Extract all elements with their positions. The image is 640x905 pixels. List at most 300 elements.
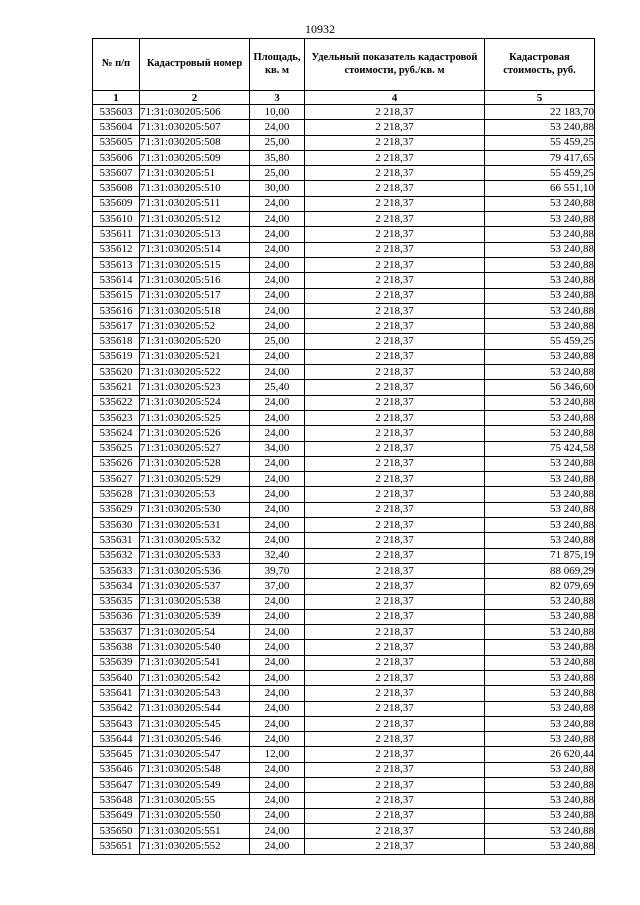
row-number-cell: 535615 <box>93 288 140 303</box>
cadastral-number-cell: 71:31:030205:515 <box>140 257 250 272</box>
row-number-cell: 535611 <box>93 227 140 242</box>
cadastral-number-cell: 71:31:030205:526 <box>140 426 250 441</box>
table-row <box>93 609 595 624</box>
unit-value-cell: 2 218,37 <box>305 716 485 731</box>
cadastral-number-cell: 71:31:030205:546 <box>140 732 250 747</box>
table-row <box>93 839 595 854</box>
unit-value-cell: 2 218,37 <box>305 487 485 502</box>
unit-value-cell: 2 218,37 <box>305 227 485 242</box>
table-row <box>93 456 595 471</box>
row-number-cell: 535605 <box>93 135 140 150</box>
row-number-cell: 535625 <box>93 441 140 456</box>
area-cell: 24,00 <box>250 410 305 425</box>
table-row <box>93 166 595 181</box>
cadastral-number-cell: 71:31:030205:525 <box>140 410 250 425</box>
cadastral-value-cell: 53 240,88 <box>485 594 595 609</box>
table-row <box>93 410 595 425</box>
row-number-cell: 535646 <box>93 762 140 777</box>
table-row <box>93 686 595 701</box>
cadastral-number-cell: 71:31:030205:524 <box>140 395 250 410</box>
row-number-cell: 535651 <box>93 839 140 854</box>
cadastral-number-cell: 71:31:030205:511 <box>140 196 250 211</box>
area-cell: 24,00 <box>250 823 305 838</box>
cadastral-value-cell: 71 875,19 <box>485 548 595 563</box>
row-number-cell: 535622 <box>93 395 140 410</box>
row-number-cell: 535624 <box>93 426 140 441</box>
table-row <box>93 212 595 227</box>
column-number: 3 <box>250 91 305 105</box>
header-area: Площадь, кв. м <box>250 39 305 91</box>
area-cell: 24,00 <box>250 349 305 364</box>
row-number-cell: 535638 <box>93 640 140 655</box>
column-number: 2 <box>140 91 250 105</box>
table-row <box>93 227 595 242</box>
cadastral-value-cell: 88 069,29 <box>485 563 595 578</box>
table-row <box>93 334 595 349</box>
unit-value-cell: 2 218,37 <box>305 334 485 349</box>
table-row <box>93 823 595 838</box>
cadastral-number-cell: 71:31:030205:507 <box>140 120 250 135</box>
area-cell: 24,00 <box>250 120 305 135</box>
area-cell: 24,00 <box>250 716 305 731</box>
unit-value-cell: 2 218,37 <box>305 166 485 181</box>
unit-value-cell: 2 218,37 <box>305 288 485 303</box>
row-number-cell: 535612 <box>93 242 140 257</box>
cadastral-value-cell: 66 551,10 <box>485 181 595 196</box>
row-number-cell: 535639 <box>93 655 140 670</box>
table-row <box>93 150 595 165</box>
cadastral-number-cell: 71:31:030205:551 <box>140 823 250 838</box>
table-row <box>93 518 595 533</box>
row-number-cell: 535643 <box>93 716 140 731</box>
cadastral-number-cell: 71:31:030205:542 <box>140 670 250 685</box>
cadastral-number-cell: 71:31:030205:513 <box>140 227 250 242</box>
cadastral-value-cell: 53 240,88 <box>485 273 595 288</box>
table-row <box>93 716 595 731</box>
table-row <box>93 701 595 716</box>
table-row <box>93 808 595 823</box>
unit-value-cell: 2 218,37 <box>305 778 485 793</box>
table-row <box>93 257 595 272</box>
area-cell: 24,00 <box>250 686 305 701</box>
cadastral-number-cell: 71:31:030205:531 <box>140 518 250 533</box>
cadastral-value-cell: 53 240,88 <box>485 701 595 716</box>
row-number-cell: 535633 <box>93 563 140 578</box>
cadastral-number-cell: 71:31:030205:508 <box>140 135 250 150</box>
header-cadastral-value: Кадастровая стоимость, руб. <box>485 39 595 91</box>
cadastral-number-cell: 71:31:030205:537 <box>140 579 250 594</box>
table-row <box>93 670 595 685</box>
row-number-cell: 535631 <box>93 533 140 548</box>
cadastral-value-cell: 53 240,88 <box>485 808 595 823</box>
table-row <box>93 732 595 747</box>
cadastral-value-cell: 53 240,88 <box>485 762 595 777</box>
area-cell: 25,40 <box>250 380 305 395</box>
area-cell: 24,00 <box>250 456 305 471</box>
area-cell: 12,00 <box>250 747 305 762</box>
cadastral-number-cell: 71:31:030205:552 <box>140 839 250 854</box>
cadastral-number-cell: 71:31:030205:540 <box>140 640 250 655</box>
cadastral-number-cell: 71:31:030205:532 <box>140 533 250 548</box>
cadastral-number-cell: 71:31:030205:545 <box>140 716 250 731</box>
cadastral-value-cell: 53 240,88 <box>485 502 595 517</box>
row-number-cell: 535650 <box>93 823 140 838</box>
area-cell: 35,80 <box>250 150 305 165</box>
table-row <box>93 762 595 777</box>
area-cell: 24,00 <box>250 212 305 227</box>
cadastral-number-cell: 71:31:030205:510 <box>140 181 250 196</box>
area-cell: 24,00 <box>250 793 305 808</box>
cadastral-value-cell: 53 240,88 <box>485 227 595 242</box>
row-number-cell: 535645 <box>93 747 140 762</box>
table-row <box>93 196 595 211</box>
cadastral-value-cell: 53 240,88 <box>485 839 595 854</box>
area-cell: 24,00 <box>250 196 305 211</box>
area-cell: 24,00 <box>250 273 305 288</box>
table-row <box>93 548 595 563</box>
row-number-cell: 535635 <box>93 594 140 609</box>
table-row <box>93 273 595 288</box>
header-cadastral-number: Кадастровый номер <box>140 39 250 91</box>
unit-value-cell: 2 218,37 <box>305 518 485 533</box>
cadastral-value-cell: 53 240,88 <box>485 257 595 272</box>
area-cell: 24,00 <box>250 625 305 640</box>
area-cell: 25,00 <box>250 135 305 150</box>
unit-value-cell: 2 218,37 <box>305 212 485 227</box>
row-number-cell: 535644 <box>93 732 140 747</box>
cadastral-number-cell: 71:31:030205:512 <box>140 212 250 227</box>
cadastral-value-cell: 53 240,88 <box>485 640 595 655</box>
cadastral-value-cell: 53 240,88 <box>485 288 595 303</box>
table-row <box>93 579 595 594</box>
unit-value-cell: 2 218,37 <box>305 120 485 135</box>
area-cell: 24,00 <box>250 670 305 685</box>
unit-value-cell: 2 218,37 <box>305 747 485 762</box>
area-cell: 10,00 <box>250 105 305 120</box>
cadastral-value-cell: 53 240,88 <box>485 303 595 318</box>
cadastral-number-cell: 71:31:030205:51 <box>140 166 250 181</box>
table-row <box>93 181 595 196</box>
table-row <box>93 395 595 410</box>
table-row <box>93 303 595 318</box>
area-cell: 24,00 <box>250 518 305 533</box>
unit-value-cell: 2 218,37 <box>305 395 485 410</box>
unit-value-cell: 2 218,37 <box>305 701 485 716</box>
cadastral-number-cell: 71:31:030205:523 <box>140 380 250 395</box>
table-row <box>93 120 595 135</box>
unit-value-cell: 2 218,37 <box>305 181 485 196</box>
cadastral-value-cell: 53 240,88 <box>485 686 595 701</box>
cadastral-value-cell: 75 424,58 <box>485 441 595 456</box>
cadastral-number-cell: 71:31:030205:541 <box>140 655 250 670</box>
unit-value-cell: 2 218,37 <box>305 609 485 624</box>
area-cell: 24,00 <box>250 288 305 303</box>
table-row <box>93 625 595 640</box>
cadastral-number-cell: 71:31:030205:509 <box>140 150 250 165</box>
cadastral-value-cell: 53 240,88 <box>485 426 595 441</box>
unit-value-cell: 2 218,37 <box>305 365 485 380</box>
header-row <box>93 39 595 91</box>
row-number-cell: 535606 <box>93 150 140 165</box>
row-number-cell: 535642 <box>93 701 140 716</box>
cadastral-number-cell: 71:31:030205:516 <box>140 273 250 288</box>
unit-value-cell: 2 218,37 <box>305 762 485 777</box>
area-cell: 24,00 <box>250 533 305 548</box>
column-number: 1 <box>93 91 140 105</box>
row-number-cell: 535641 <box>93 686 140 701</box>
area-cell: 24,00 <box>250 242 305 257</box>
cadastral-number-cell: 71:31:030205:547 <box>140 747 250 762</box>
row-number-cell: 535620 <box>93 365 140 380</box>
cadastral-number-cell: 71:31:030205:536 <box>140 563 250 578</box>
cadastral-number-cell: 71:31:030205:529 <box>140 472 250 487</box>
cadastral-value-cell: 53 240,88 <box>485 823 595 838</box>
row-number-cell: 535603 <box>93 105 140 120</box>
unit-value-cell: 2 218,37 <box>305 670 485 685</box>
cadastral-number-cell: 71:31:030205:522 <box>140 365 250 380</box>
cadastral-number-cell: 71:31:030205:533 <box>140 548 250 563</box>
row-number-cell: 535626 <box>93 456 140 471</box>
cadastral-number-cell: 71:31:030205:53 <box>140 487 250 502</box>
area-cell: 24,00 <box>250 839 305 854</box>
cadastral-number-cell: 71:31:030205:520 <box>140 334 250 349</box>
cadastral-number-cell: 71:31:030205:521 <box>140 349 250 364</box>
unit-value-cell: 2 218,37 <box>305 380 485 395</box>
table-row <box>93 319 595 334</box>
area-cell: 30,00 <box>250 181 305 196</box>
row-number-cell: 535647 <box>93 778 140 793</box>
area-cell: 24,00 <box>250 227 305 242</box>
area-cell: 24,00 <box>250 808 305 823</box>
cadastral-value-cell: 53 240,88 <box>485 410 595 425</box>
unit-value-cell: 2 218,37 <box>305 563 485 578</box>
area-cell: 24,00 <box>250 303 305 318</box>
cadastral-value-cell: 53 240,88 <box>485 242 595 257</box>
unit-value-cell: 2 218,37 <box>305 257 485 272</box>
cadastral-value-cell: 53 240,88 <box>485 518 595 533</box>
row-number-cell: 535628 <box>93 487 140 502</box>
area-cell: 24,00 <box>250 594 305 609</box>
table-row <box>93 640 595 655</box>
area-cell: 24,00 <box>250 472 305 487</box>
unit-value-cell: 2 218,37 <box>305 273 485 288</box>
table-row <box>93 655 595 670</box>
cadastral-value-cell: 82 079,69 <box>485 579 595 594</box>
cadastral-number-cell: 71:31:030205:52 <box>140 319 250 334</box>
table-row <box>93 487 595 502</box>
area-cell: 34,00 <box>250 441 305 456</box>
cadastral-number-cell: 71:31:030205:543 <box>140 686 250 701</box>
cadastral-value-cell: 53 240,88 <box>485 609 595 624</box>
cadastral-value-cell: 53 240,88 <box>485 196 595 211</box>
unit-value-cell: 2 218,37 <box>305 150 485 165</box>
column-number: 4 <box>305 91 485 105</box>
cadastral-value-cell: 55 459,25 <box>485 135 595 150</box>
area-cell: 24,00 <box>250 502 305 517</box>
cadastral-value-cell: 53 240,88 <box>485 365 595 380</box>
area-cell: 37,00 <box>250 579 305 594</box>
row-number-cell: 535630 <box>93 518 140 533</box>
cadastral-value-cell: 55 459,25 <box>485 334 595 349</box>
unit-value-cell: 2 218,37 <box>305 823 485 838</box>
cadastral-number-cell: 71:31:030205:538 <box>140 594 250 609</box>
unit-value-cell: 2 218,37 <box>305 686 485 701</box>
row-number-cell: 535607 <box>93 166 140 181</box>
area-cell: 24,00 <box>250 640 305 655</box>
row-number-cell: 535617 <box>93 319 140 334</box>
cadastral-value-cell: 55 459,25 <box>485 166 595 181</box>
area-cell: 24,00 <box>250 365 305 380</box>
table-row <box>93 365 595 380</box>
unit-value-cell: 2 218,37 <box>305 196 485 211</box>
cadastral-value-table <box>92 38 595 855</box>
cadastral-value-cell: 53 240,88 <box>485 655 595 670</box>
table-row <box>93 594 595 609</box>
cadastral-value-cell: 53 240,88 <box>485 670 595 685</box>
table-row <box>93 242 595 257</box>
row-number-cell: 535621 <box>93 380 140 395</box>
unit-value-cell: 2 218,37 <box>305 319 485 334</box>
row-number-cell: 535613 <box>93 257 140 272</box>
unit-value-cell: 2 218,37 <box>305 625 485 640</box>
row-number-cell: 535616 <box>93 303 140 318</box>
cadastral-value-cell: 53 240,88 <box>485 120 595 135</box>
cadastral-number-cell: 71:31:030205:528 <box>140 456 250 471</box>
unit-value-cell: 2 218,37 <box>305 242 485 257</box>
area-cell: 24,00 <box>250 609 305 624</box>
cadastral-value-cell: 53 240,88 <box>485 456 595 471</box>
table-row <box>93 747 595 762</box>
row-number-cell: 535648 <box>93 793 140 808</box>
table-row <box>93 441 595 456</box>
row-number-cell: 535632 <box>93 548 140 563</box>
cadastral-number-cell: 71:31:030205:514 <box>140 242 250 257</box>
unit-value-cell: 2 218,37 <box>305 349 485 364</box>
cadastral-number-cell: 71:31:030205:530 <box>140 502 250 517</box>
unit-value-cell: 2 218,37 <box>305 105 485 120</box>
unit-value-cell: 2 218,37 <box>305 594 485 609</box>
row-number-cell: 535604 <box>93 120 140 135</box>
cadastral-value-cell: 53 240,88 <box>485 472 595 487</box>
row-number-cell: 535627 <box>93 472 140 487</box>
table-row <box>93 793 595 808</box>
cadastral-value-cell: 56 346,60 <box>485 380 595 395</box>
cadastral-value-cell: 53 240,88 <box>485 778 595 793</box>
cadastral-value-cell: 53 240,88 <box>485 487 595 502</box>
row-number-cell: 535619 <box>93 349 140 364</box>
area-cell: 24,00 <box>250 487 305 502</box>
unit-value-cell: 2 218,37 <box>305 456 485 471</box>
unit-value-cell: 2 218,37 <box>305 839 485 854</box>
table-row <box>93 472 595 487</box>
area-cell: 24,00 <box>250 655 305 670</box>
unit-value-cell: 2 218,37 <box>305 548 485 563</box>
cadastral-number-cell: 71:31:030205:527 <box>140 441 250 456</box>
cadastral-value-cell: 53 240,88 <box>485 716 595 731</box>
unit-value-cell: 2 218,37 <box>305 472 485 487</box>
cadastral-value-cell: 53 240,88 <box>485 349 595 364</box>
row-number-cell: 535629 <box>93 502 140 517</box>
cadastral-value-cell: 22 183,70 <box>485 105 595 120</box>
row-number-cell: 535636 <box>93 609 140 624</box>
cadastral-number-cell: 71:31:030205:548 <box>140 762 250 777</box>
cadastral-value-cell: 53 240,88 <box>485 319 595 334</box>
area-cell: 24,00 <box>250 426 305 441</box>
area-cell: 24,00 <box>250 701 305 716</box>
area-cell: 24,00 <box>250 762 305 777</box>
area-cell: 24,00 <box>250 395 305 410</box>
cadastral-value-cell: 53 240,88 <box>485 793 595 808</box>
table-row <box>93 135 595 150</box>
row-number-cell: 535637 <box>93 625 140 640</box>
unit-value-cell: 2 218,37 <box>305 808 485 823</box>
unit-value-cell: 2 218,37 <box>305 502 485 517</box>
table-row <box>93 426 595 441</box>
unit-value-cell: 2 218,37 <box>305 426 485 441</box>
unit-value-cell: 2 218,37 <box>305 441 485 456</box>
table-row <box>93 349 595 364</box>
cadastral-value-cell: 79 417,65 <box>485 150 595 165</box>
unit-value-cell: 2 218,37 <box>305 640 485 655</box>
cadastral-number-cell: 71:31:030205:518 <box>140 303 250 318</box>
area-cell: 24,00 <box>250 319 305 334</box>
row-number-cell: 535649 <box>93 808 140 823</box>
table-row <box>93 502 595 517</box>
row-number-cell: 535640 <box>93 670 140 685</box>
cadastral-value-cell: 53 240,88 <box>485 212 595 227</box>
header-row-number: № п/п <box>93 39 140 91</box>
cadastral-number-cell: 71:31:030205:544 <box>140 701 250 716</box>
column-number: 5 <box>485 91 595 105</box>
area-cell: 25,00 <box>250 166 305 181</box>
cadastral-number-cell: 71:31:030205:506 <box>140 105 250 120</box>
area-cell: 24,00 <box>250 257 305 272</box>
unit-value-cell: 2 218,37 <box>305 732 485 747</box>
unit-value-cell: 2 218,37 <box>305 135 485 150</box>
cadastral-number-cell: 71:31:030205:550 <box>140 808 250 823</box>
row-number-cell: 535623 <box>93 410 140 425</box>
cadastral-number-cell: 71:31:030205:549 <box>140 778 250 793</box>
table-row <box>93 563 595 578</box>
cadastral-number-cell: 71:31:030205:539 <box>140 609 250 624</box>
cadastral-number-cell: 71:31:030205:517 <box>140 288 250 303</box>
area-cell: 24,00 <box>250 732 305 747</box>
cadastral-value-cell: 53 240,88 <box>485 732 595 747</box>
unit-value-cell: 2 218,37 <box>305 655 485 670</box>
unit-value-cell: 2 218,37 <box>305 410 485 425</box>
unit-value-cell: 2 218,37 <box>305 579 485 594</box>
table-row <box>93 778 595 793</box>
unit-value-cell: 2 218,37 <box>305 533 485 548</box>
cadastral-value-cell: 53 240,88 <box>485 395 595 410</box>
table-row <box>93 105 595 120</box>
row-number-cell: 535618 <box>93 334 140 349</box>
area-cell: 25,00 <box>250 334 305 349</box>
area-cell: 32,40 <box>250 548 305 563</box>
unit-value-cell: 2 218,37 <box>305 303 485 318</box>
row-number-cell: 535610 <box>93 212 140 227</box>
column-number-row <box>93 91 595 105</box>
cadastral-value-cell: 53 240,88 <box>485 625 595 640</box>
area-cell: 24,00 <box>250 778 305 793</box>
table-body <box>93 105 595 855</box>
row-number-cell: 535608 <box>93 181 140 196</box>
table-row <box>93 288 595 303</box>
cadastral-value-cell: 26 620,44 <box>485 747 595 762</box>
area-cell: 39,70 <box>250 563 305 578</box>
cadastral-value-cell: 53 240,88 <box>485 533 595 548</box>
row-number-cell: 535614 <box>93 273 140 288</box>
